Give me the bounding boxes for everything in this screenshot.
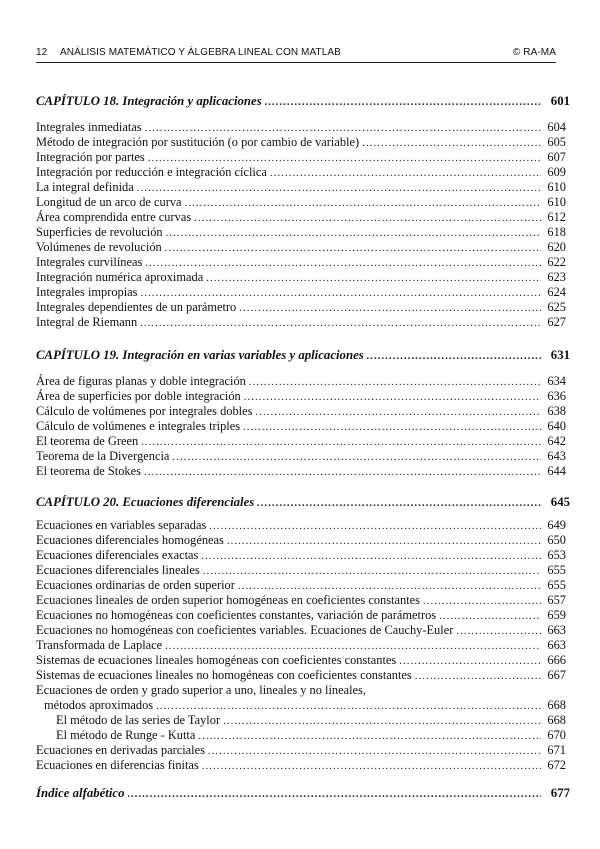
toc-entry	[36, 434, 566, 450]
toc-entry-page: 607	[547, 150, 566, 164]
chapter-heading	[36, 348, 570, 364]
toc-entry-page: 657	[547, 593, 566, 607]
toc-entry-page: 668	[547, 698, 566, 712]
toc-entry	[36, 135, 566, 151]
toc-entry-page: 640	[547, 419, 566, 433]
toc-entry-page: 636	[547, 389, 566, 403]
toc-entry-page: 618	[547, 225, 566, 239]
toc-entry	[36, 653, 566, 669]
toc-entry-page: 638	[547, 404, 566, 418]
toc-entry-text: Teorema de la Divergencia	[36, 449, 170, 463]
toc-entry-page: 612	[547, 210, 566, 224]
toc-entry-text: Integración numérica aproximada	[36, 270, 204, 284]
chapter-title: CAPÍTULO 18. Integración y aplicaciones	[36, 94, 262, 108]
index-title: Índice alfabético	[36, 786, 125, 800]
toc-entry-text: Cálculo de volúmenes e integrales triples	[36, 419, 241, 433]
toc-entry-text: Volúmenes de revolución	[36, 240, 162, 254]
chapter-heading	[36, 495, 570, 511]
toc-entry	[36, 668, 566, 684]
toc-entry	[36, 240, 566, 256]
toc-entry-page: 670	[547, 728, 566, 742]
toc-entry-page: 655	[547, 563, 566, 577]
toc-entry-text: Ecuaciones no homogéneas con coeficientes constantes, variación de parámetros	[36, 608, 437, 622]
toc-entry-text: Integración por reducción e integración cíclica	[36, 165, 267, 179]
toc-entry	[36, 255, 566, 271]
toc-entry	[36, 533, 566, 549]
toc-entry-text: Transformada de Laplace	[36, 638, 163, 652]
toc-entry	[36, 285, 566, 301]
toc-entry-text: Integrales impropias	[36, 285, 138, 299]
toc-entry-text: Integrales inmediatas	[36, 120, 142, 134]
toc-entry-text: Método de integración por sustitución (o por cambio de variable)	[36, 135, 360, 149]
toc-entry-text: Sistemas de ecuaciones lineales no homogéneas con coeficientes constantes	[36, 668, 412, 682]
toc-entry-text: Área de superficies por doble integración	[36, 389, 241, 403]
toc-entry-page: 655	[547, 578, 566, 592]
toc-entry	[36, 449, 566, 465]
toc-entry	[36, 120, 566, 136]
toc-entry	[36, 608, 566, 624]
header-page-number: 12	[36, 47, 48, 58]
toc-entry-text: La integral definida	[36, 180, 134, 194]
toc-entry-text: Ecuaciones no homogéneas con coeficientes variables. Ecuaciones de Cauchy-Euler	[36, 623, 454, 637]
toc-entry-page: 605	[547, 135, 566, 149]
toc-entry-text: Cálculo de volúmenes por integrales dobles	[36, 404, 253, 418]
toc-entry-page: 604	[547, 120, 566, 134]
toc-entry	[36, 404, 566, 420]
toc-entry-page: 624	[547, 285, 566, 299]
toc-entry	[36, 593, 566, 609]
toc-entry	[36, 270, 566, 286]
toc-entry	[36, 315, 566, 331]
toc-entry-page: 650	[547, 533, 566, 547]
toc-entry	[36, 578, 566, 594]
header-book-title: ANÁLISIS MATEMÁTICO Y ÁLGEBRA LINEAL CON MATLAB	[60, 47, 341, 58]
toc-entry-text: Sistemas de ecuaciones lineales homogéneas con coeficientes constantes	[36, 653, 397, 667]
toc-entry	[36, 195, 566, 211]
toc-entry-text: El método de las series de Taylor	[56, 713, 221, 727]
toc-entry-page: 627	[547, 315, 566, 329]
toc-entry-page: 663	[547, 623, 566, 637]
toc-entry-page: 623	[547, 270, 566, 284]
toc-entry	[36, 743, 566, 759]
toc-entry-page: 671	[547, 743, 566, 757]
chapter-title: CAPÍTULO 19. Integración en varias variables y aplicaciones	[36, 348, 364, 362]
toc-entry	[36, 548, 566, 564]
toc-entry	[36, 150, 566, 166]
toc-entry	[36, 464, 566, 480]
toc-entry-page: 666	[547, 653, 566, 667]
toc-entry	[36, 225, 566, 241]
toc-entry-text: Ecuaciones en diferencias finitas	[36, 758, 199, 772]
toc-entry-page: 643	[547, 449, 566, 463]
toc-entry-page: 625	[547, 300, 566, 314]
toc-entry	[36, 563, 566, 579]
toc-entry	[36, 698, 566, 714]
chapter-page: 645	[550, 495, 570, 509]
toc-entry-page: 644	[547, 464, 566, 478]
toc-entry	[36, 210, 566, 226]
chapter-page: 631	[550, 348, 570, 362]
toc-entry	[36, 180, 566, 196]
toc-entry-page: 663	[547, 638, 566, 652]
chapter-heading	[36, 94, 570, 110]
index-page: 677	[550, 786, 570, 800]
toc-entry	[36, 389, 566, 405]
toc-entry	[36, 165, 566, 181]
toc-entry-text: Ecuaciones en variables separadas	[36, 518, 207, 532]
toc-entry	[36, 713, 566, 729]
toc-entry-text: Ecuaciones diferenciales homogéneas	[36, 533, 224, 547]
toc-entry-text: Ecuaciones diferenciales exactas	[36, 548, 199, 562]
toc-entry	[36, 623, 566, 639]
index-heading	[36, 786, 570, 802]
toc-entry-page: 642	[547, 434, 566, 448]
toc-entry	[36, 419, 566, 435]
toc-entry-text: El teorema de Green	[36, 434, 139, 448]
toc-entry	[36, 374, 566, 390]
header-publisher: © RA-MA	[512, 47, 556, 58]
toc-entry-text: Integración por partes	[36, 150, 145, 164]
toc-entry-text: Ecuaciones en derivadas parciales	[36, 743, 205, 757]
toc-entry	[36, 728, 566, 744]
toc-entry-page: 610	[547, 195, 566, 209]
toc-entry-text: Área comprendida entre curvas	[36, 210, 192, 224]
toc-entry-page: 634	[547, 374, 566, 388]
header-rule	[36, 62, 556, 63]
toc-entry-text: Integral de Riemann	[36, 315, 138, 329]
chapter-title: CAPÍTULO 20. Ecuaciones diferenciales	[36, 495, 255, 509]
toc-entry-text: Ecuaciones ordinarias de orden superior	[36, 578, 235, 592]
toc-entry-page: 672	[547, 758, 566, 772]
toc-entry	[36, 638, 566, 654]
toc-entry-text: métodos aproximados	[44, 698, 154, 712]
toc-entry	[36, 683, 566, 698]
toc-entry-text: Superficies de revolución	[36, 225, 163, 239]
toc-entry-text: Área de figuras planas y doble integración	[36, 374, 246, 388]
toc-entry-text: El teorema de Stokes	[36, 464, 141, 478]
toc-entry-text: Ecuaciones lineales de orden superior homogéneas en coeficientes constantes	[36, 593, 420, 607]
toc-entry	[36, 758, 566, 774]
toc-entry-text: Ecuaciones diferenciales lineales	[36, 563, 200, 577]
toc-entry-page: 620	[547, 240, 566, 254]
toc-entry-page: 653	[547, 548, 566, 562]
toc-entry	[36, 300, 566, 316]
toc-entry-text: Longitud de un arco de curva	[36, 195, 182, 209]
toc-entry-page: 659	[547, 608, 566, 622]
toc-entry-text: Integrales dependientes de un parámetro	[36, 300, 237, 314]
toc-entry-text: El método de Runge - Kutta	[56, 728, 196, 742]
toc-entry-page: 649	[547, 518, 566, 532]
toc-entry-text: Integrales curvilíneas	[36, 255, 143, 269]
toc-entry-page: 668	[547, 713, 566, 727]
toc-entry-page: 610	[547, 180, 566, 194]
chapter-page: 601	[550, 94, 570, 108]
toc-entry-page: 667	[547, 668, 566, 682]
toc-entry-page: 609	[547, 165, 566, 179]
toc-entry	[36, 518, 566, 534]
toc-entry-text: Ecuaciones de orden y grado superior a uno, lineales y no lineales,	[36, 683, 366, 697]
toc-entry-page: 622	[547, 255, 566, 269]
